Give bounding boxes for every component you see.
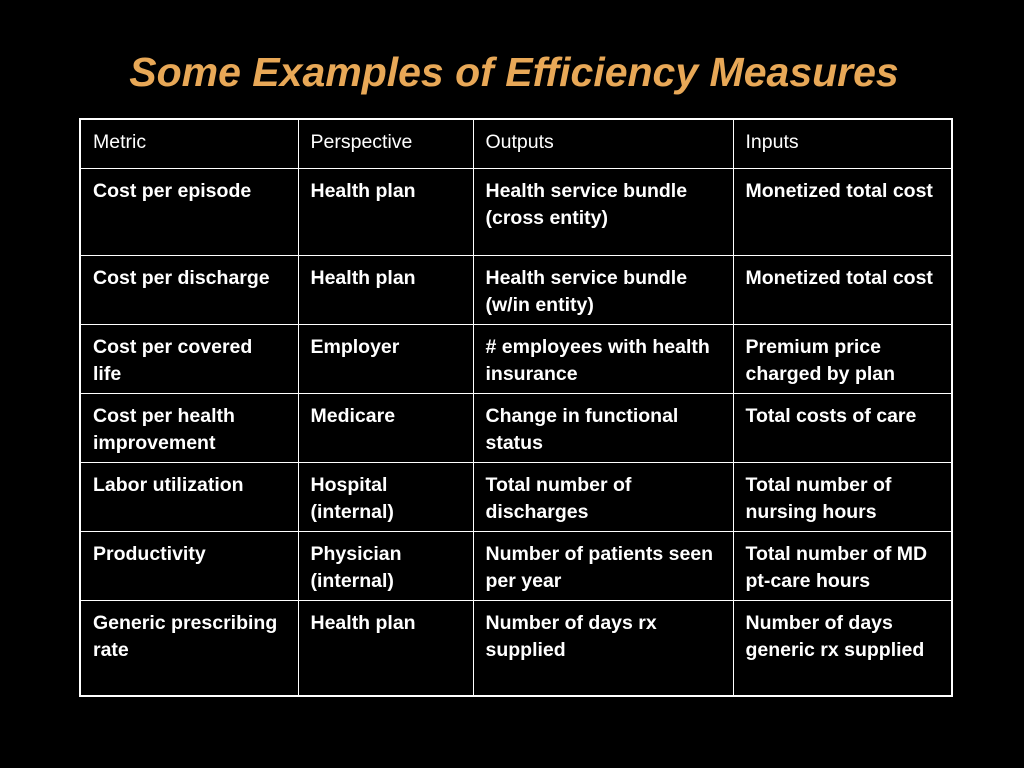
cell-metric: Cost per covered life: [80, 324, 298, 393]
cell-outputs: Number of days rx supplied: [473, 600, 733, 696]
cell-inputs: Total number of MD pt-care hours: [733, 531, 952, 600]
table-row: [80, 462, 952, 531]
cell-perspective: Hospital (internal): [298, 462, 473, 531]
header-outputs: Outputs: [473, 119, 733, 168]
cell-metric: Cost per discharge: [80, 255, 298, 324]
cell-perspective: Health plan: [298, 600, 473, 696]
cell-perspective: Physician (internal): [298, 531, 473, 600]
cell-metric: Cost per episode: [80, 168, 298, 255]
cell-perspective: Employer: [298, 324, 473, 393]
table-row: [80, 255, 952, 324]
header-perspective: Perspective: [298, 119, 473, 168]
table-header-row: [80, 119, 952, 168]
table-row: [80, 324, 952, 393]
cell-inputs: Premium price charged by plan: [733, 324, 952, 393]
table-row: [80, 393, 952, 462]
cell-metric: Cost per health improvement: [80, 393, 298, 462]
cell-metric: Productivity: [80, 531, 298, 600]
cell-inputs: Monetized total cost: [733, 168, 952, 255]
header-metric: Metric: [80, 119, 298, 168]
table-row: [80, 531, 952, 600]
cell-inputs: Number of days generic rx supplied: [733, 600, 952, 696]
cell-inputs: Monetized total cost: [733, 255, 952, 324]
table-row: [80, 168, 952, 255]
cell-outputs: Total number of discharges: [473, 462, 733, 531]
cell-perspective: Health plan: [298, 255, 473, 324]
header-inputs: Inputs: [733, 119, 952, 168]
cell-perspective: Health plan: [298, 168, 473, 255]
cell-outputs: Health service bundle (w/in entity): [473, 255, 733, 324]
table-row: [80, 600, 952, 696]
cell-inputs: Total number of nursing hours: [733, 462, 952, 531]
cell-outputs: Number of patients seen per year: [473, 531, 733, 600]
cell-perspective: Medicare: [298, 393, 473, 462]
cell-inputs: Total costs of care: [733, 393, 952, 462]
cell-outputs: Change in functional status: [473, 393, 733, 462]
cell-metric: Generic prescribing rate: [80, 600, 298, 696]
cell-outputs: Health service bundle (cross entity): [473, 168, 733, 255]
cell-metric: Labor utilization: [80, 462, 298, 531]
efficiency-measures-table: [79, 118, 953, 697]
slide-title: Some Examples of Efficiency Measures: [129, 49, 899, 95]
cell-outputs: # employees with health insurance: [473, 324, 733, 393]
